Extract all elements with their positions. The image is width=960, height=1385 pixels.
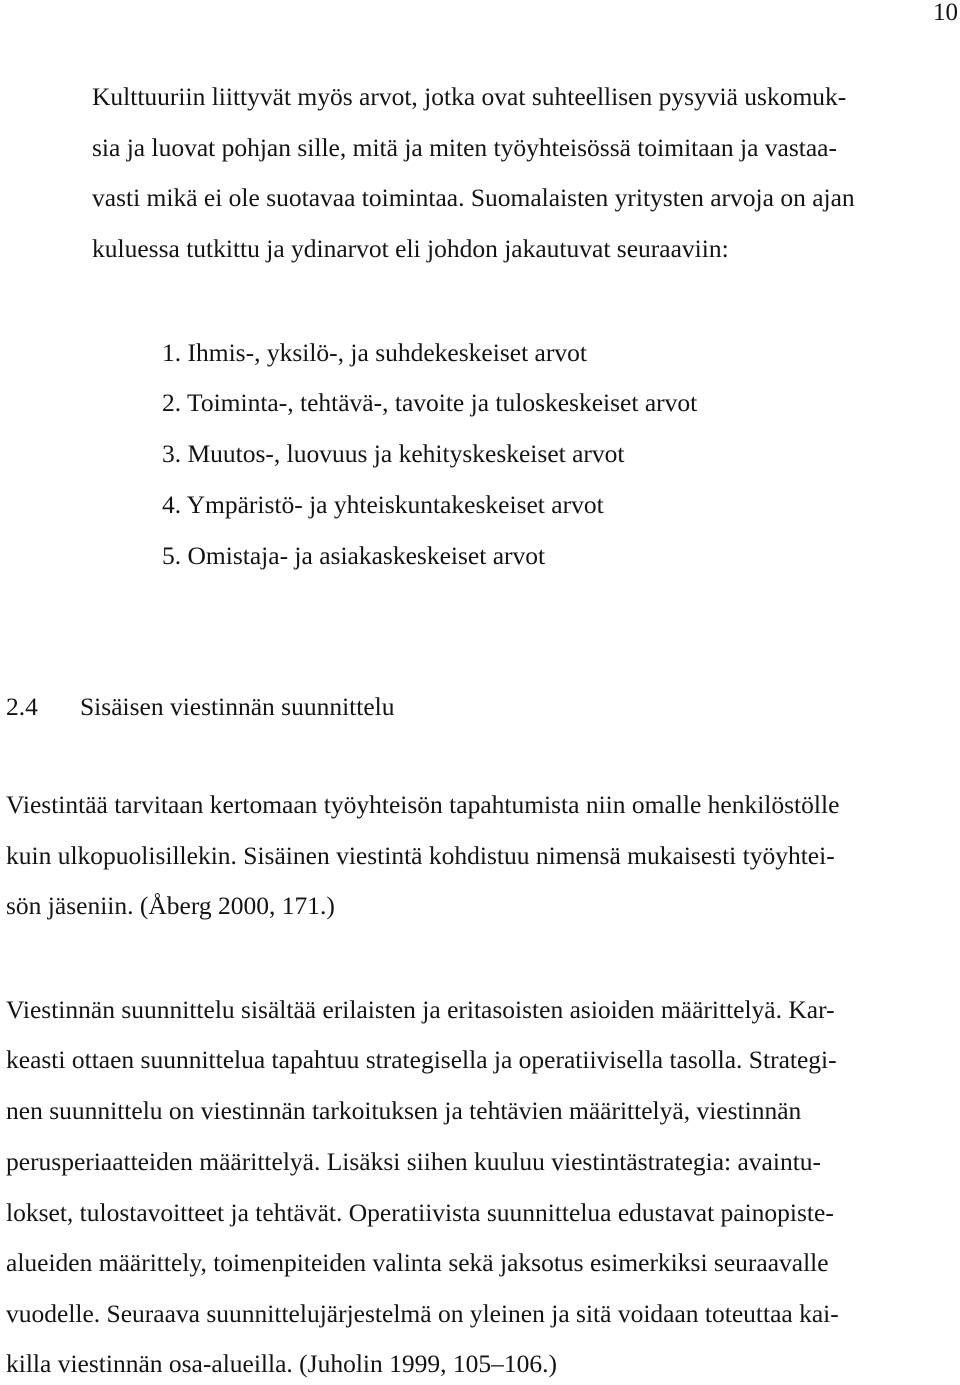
paragraph-line: Viestintää tarvitaan kertomaan työyhteisön tapahtumista niin omalle henkilöstölle <box>6 790 840 819</box>
section-heading <box>6 692 394 722</box>
intro-line: kuluessa tutkittu ja ydinarvot eli johdon jakautuvat seuraaviin: <box>92 234 729 263</box>
paragraph-line: nen suunnittelu on viestinnän tarkoituksen ja tehtävien määrittelyä, viestinnän <box>6 1096 802 1125</box>
list-item-number: 5. <box>162 541 182 570</box>
paragraph-line: Viestinnän suunnittelu sisältää erilaisten ja eritasoisten asioiden määrittelyä. Kar- <box>6 995 835 1024</box>
list-item-number: 4. <box>162 490 182 519</box>
list-item <box>162 439 625 469</box>
page-number: 10 <box>933 0 958 26</box>
list-item-text: Omistaja- ja asiakaskeskeiset arvot <box>187 541 546 570</box>
list-item <box>162 541 545 571</box>
paragraph-line: perusperiaatteiden määrittelyä. Lisäksi siihen kuuluu viestintästrategia: avaintu- <box>6 1147 822 1176</box>
section-title: Sisäisen viestinnän suunnittelu <box>80 692 395 721</box>
paragraph-line: killa viestinnän osa-alueilla. (Juholin 1999, 105–106.) <box>6 1349 557 1378</box>
paragraph-line: keasti ottaen suunnittelua tapahtuu strategisella ja operatiivisella tasolla. Strategi- <box>6 1045 837 1074</box>
list-item <box>162 388 697 418</box>
paragraph-line: vuodelle. Seuraava suunnittelujärjestelmä on yleinen ja sitä voidaan toteuttaa kai- <box>6 1299 839 1328</box>
paragraph-line: lokset, tulostavoitteet ja tehtävät. Operatiivista suunnittelua edustavat painopiste- <box>6 1198 834 1227</box>
intro-line: sia ja luovat pohjan sille, mitä ja miten työyhteisössä toimitaan ja vastaa- <box>92 133 837 162</box>
list-item-number: 3. <box>162 439 182 468</box>
intro-line: vasti mikä ei ole suotavaa toimintaa. Suomalaisten yritysten arvoja on ajan <box>92 183 855 212</box>
list-item-number: 2. <box>162 388 182 417</box>
list-item-text: Toiminta-, tehtävä-, tavoite ja tuloskeskeiset arvot <box>187 388 698 417</box>
paragraph-line: alueiden määrittely, toimenpiteiden valinta sekä jaksotus esimerkiksi seuraavalle <box>6 1248 829 1277</box>
list-item-text: Ihmis-, yksilö-, ja suhdekeskeiset arvot <box>187 338 587 367</box>
section-number: 2.4 <box>6 692 38 721</box>
list-item <box>162 338 587 368</box>
list-item-text: Ympäristö- ja yhteiskuntakeskeiset arvot <box>186 490 604 519</box>
paragraph-line: kuin ulkopuolisillekin. Sisäinen viestintä kohdistuu nimensä mukaisesti työyhtei- <box>6 841 835 870</box>
list-item <box>162 490 604 520</box>
list-item-text: Muutos-, luovuus ja kehityskeskeiset arvot <box>187 439 625 468</box>
intro-line: Kulttuuriin liittyvät myös arvot, jotka ovat suhteellisen pysyviä uskomuk- <box>92 82 847 111</box>
list-item-number: 1. <box>162 338 182 367</box>
paragraph-line: sön jäseniin. (Åberg 2000, 171.) <box>6 891 335 920</box>
